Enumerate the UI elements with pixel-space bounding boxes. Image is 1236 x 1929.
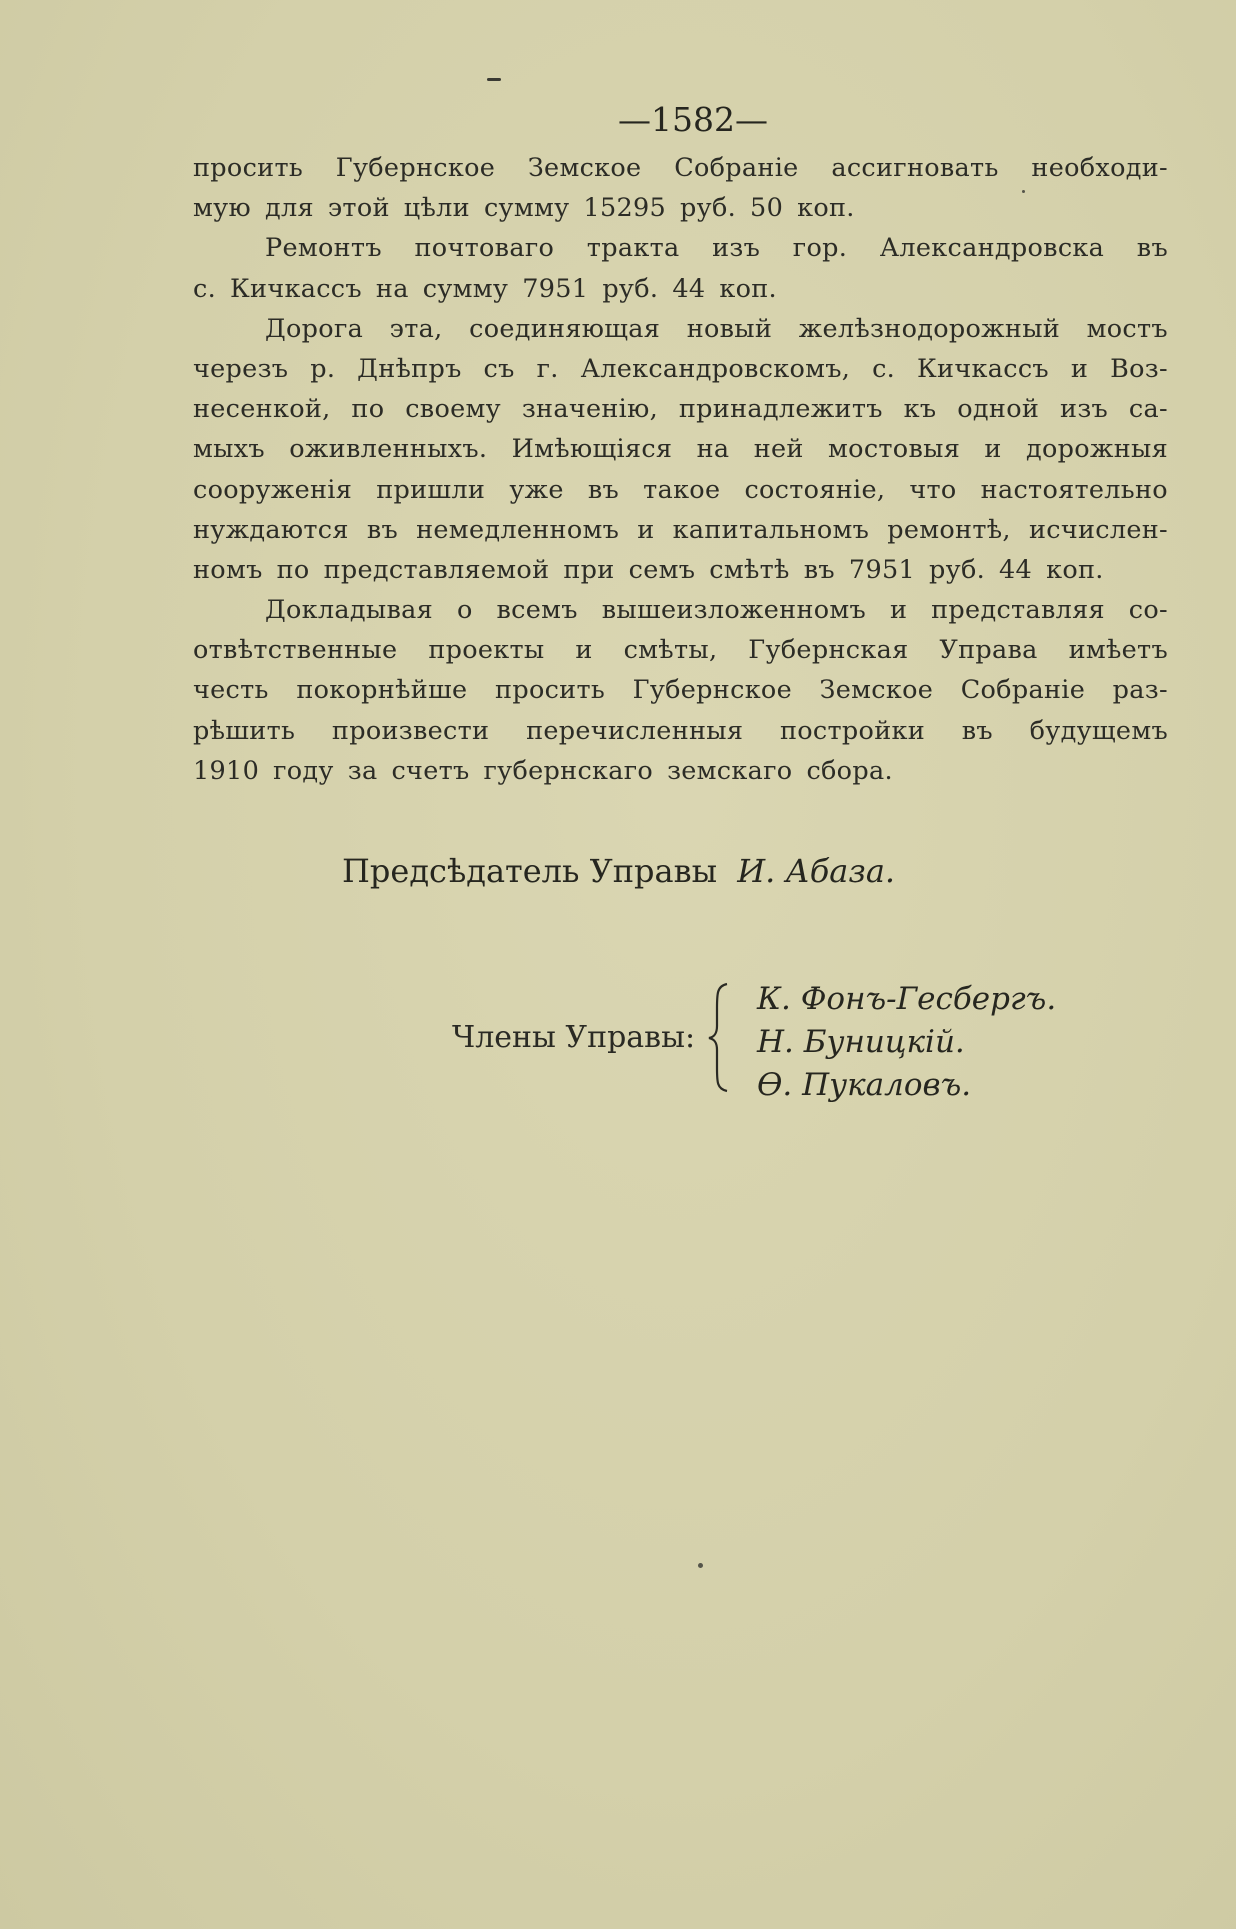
member-name: К. Фонъ-Гесбергъ. [757, 981, 1057, 1017]
chairman-name: И. Абаза. [737, 852, 896, 890]
text-line: рѣшить произвести перечисленныя постройки въ будущемъ [193, 715, 1168, 746]
paper-speck [698, 1563, 703, 1568]
ink-mark [487, 78, 501, 81]
text-line: 1910 году за счетъ губернскаго земскаго сбора. [193, 755, 893, 786]
paper-speck [1022, 190, 1025, 193]
text-line: просить Губернское Земское Собраніе ассигновать необходи- [193, 153, 1168, 183]
text-line: Докладывая о всемъ вышеизложенномъ и представляя со- [265, 595, 1168, 626]
text-line: несенкой, по своему значенію, принадлежитъ къ одной изъ са- [193, 394, 1168, 425]
text-line: честь покорнѣйше просить Губернское Земское Собраніе раз- [193, 675, 1168, 706]
members-label: Члены Управы: [452, 1020, 696, 1055]
text-line: Дорога эта, соединяющая новый желѣзнодорожный мостъ [265, 313, 1168, 344]
chairman-signature-line [342, 852, 895, 890]
page-number: —1582— [618, 100, 768, 139]
members-list [757, 978, 1056, 1107]
text-line: нуждаются въ немедленномъ и капитальномъ ремонтѣ, исчислен- [193, 514, 1168, 545]
text-line: с. Кичкассъ на сумму 7951 руб. 44 коп. [193, 273, 777, 304]
text-line: мую для этой цѣли сумму 15295 руб. 50 коп. [193, 193, 855, 224]
member-name: Ѳ. Пукаловъ. [757, 1067, 972, 1103]
chairman-label: Предсѣдатель Управы [342, 852, 718, 890]
text-line: черезъ р. Днѣпръ съ г. Александровскомъ, с. Кичкассъ и Воз- [193, 353, 1168, 384]
text-line: сооруженія пришли уже въ такое состояніе, что настоятельно [193, 474, 1168, 505]
member-name: Н. Буницкій. [757, 1024, 965, 1060]
text-line: мыхъ оживленныхъ. Имѣющіяся на ней мостовыя и дорожныя [193, 434, 1168, 465]
body-text [193, 148, 1168, 791]
text-line: номъ по представляемой при семъ смѣтѣ въ 7951 руб. 44 коп. [193, 554, 1104, 585]
curly-brace [705, 980, 735, 1095]
text-line: отвѣтственные проекты и смѣты, Губернская Управа имѣетъ [193, 635, 1168, 666]
text-line: Ремонтъ почтоваго тракта изъ гор. Александровска въ [265, 233, 1168, 264]
